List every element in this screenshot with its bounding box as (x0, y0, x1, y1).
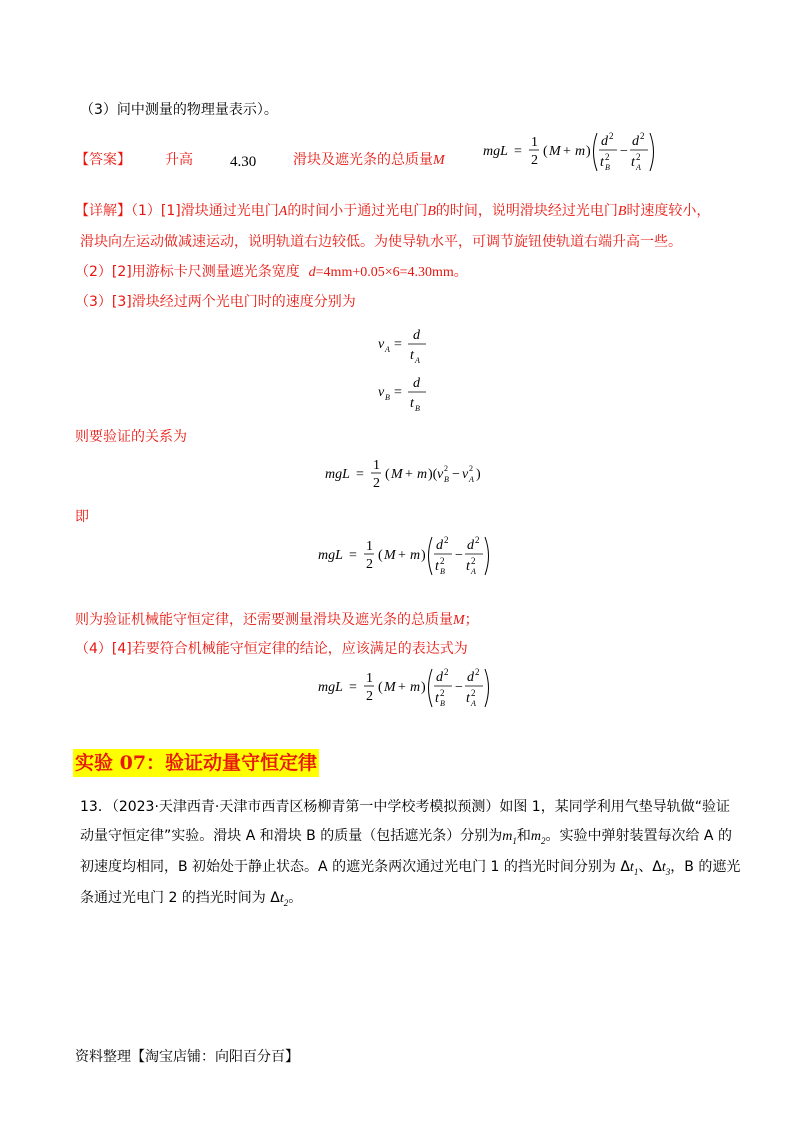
svg-text:): ) (421, 680, 426, 695)
svg-text:=: = (394, 337, 402, 352)
intro-line: （3）问中测量的物理量表示）。 (80, 102, 278, 118)
svg-text:m: m (410, 680, 421, 695)
svg-text:(: ( (378, 548, 383, 563)
svg-text:2: 2 (471, 556, 476, 566)
svg-text:A: A (469, 475, 474, 484)
svg-text:2: 2 (366, 689, 373, 704)
svg-text:=: = (394, 385, 402, 400)
answer-1: 升高 (165, 152, 193, 168)
footer-text: 资料整理【淘宝店铺：向阳百分百】 (75, 1049, 299, 1065)
answer-2: 4.30 (230, 154, 257, 170)
svg-text:A: A (385, 345, 390, 354)
svg-text:+: + (398, 680, 406, 695)
answer-formula (480, 128, 660, 176)
svg-text:2: 2 (373, 476, 380, 491)
svg-text:2: 2 (444, 667, 449, 677)
svg-text:(: ( (385, 467, 390, 482)
svg-text:mgL: mgL (325, 467, 350, 482)
detail-line-1: 【详解】（1）[1]滑块通过光电门A的时间小于通过光电门B的时间，说明滑块经过光电门B时速度较小， (75, 203, 711, 219)
svg-text:d: d (632, 134, 639, 149)
svg-text:+: + (405, 467, 413, 482)
svg-text:2: 2 (475, 667, 480, 677)
svg-text:(: ( (543, 144, 548, 159)
svg-text:t: t (466, 559, 470, 574)
svg-text:t: t (466, 691, 470, 706)
svg-text:v: v (378, 337, 385, 352)
answer-3: 滑块及遮光条的总质量M (293, 152, 445, 168)
svg-text:v: v (437, 467, 444, 482)
problem-13-line-3: 初速度均相同，B 初始处于静止状态。A 的遮光条两次通过光电门 1 的挡光时间分别为 $\Delta t_1$、$\Delta t_3$，B 的遮光 (80, 859, 741, 877)
svg-text:B: B (605, 163, 610, 172)
svg-text:mgL: mgL (318, 680, 343, 695)
svg-text:2: 2 (640, 131, 645, 141)
svg-text:): ) (586, 144, 591, 159)
svg-text:M: M (549, 144, 561, 159)
svg-text:B: B (440, 699, 445, 708)
svg-text:B: B (385, 393, 390, 402)
svg-text:B: B (415, 404, 420, 413)
svg-text:2: 2 (444, 535, 449, 545)
svg-text:M: M (384, 548, 396, 563)
svg-text:d: d (413, 328, 420, 343)
formula-energy-v (322, 452, 482, 496)
svg-text:): ) (476, 467, 481, 482)
svg-text:M: M (391, 467, 403, 482)
svg-text:+: + (563, 144, 571, 159)
svg-text:−: − (455, 680, 463, 695)
formula-energy-d-1 (315, 532, 495, 580)
svg-text:−: − (455, 548, 463, 563)
svg-text:2: 2 (366, 557, 373, 572)
svg-text:A: A (636, 163, 641, 172)
svg-text:1: 1 (373, 458, 380, 473)
svg-text:2: 2 (444, 464, 448, 473)
answer-row (75, 150, 131, 170)
svg-text:M: M (384, 680, 396, 695)
problem-13-line-4: 条通过光电门 2 的挡光时间为 $\Delta t_2$。 (80, 890, 303, 908)
detail-line-5: 则要验证的关系为 (75, 429, 187, 445)
svg-text:(: ( (378, 680, 383, 695)
svg-text:t: t (435, 691, 439, 706)
svg-text:B: B (440, 567, 445, 576)
svg-text:A: A (471, 567, 476, 576)
formula-vb (376, 372, 446, 414)
svg-text:2: 2 (636, 152, 641, 162)
svg-text:m: m (575, 144, 586, 159)
formula-va (376, 324, 446, 366)
svg-text:=: = (349, 680, 357, 695)
detail-line-4: （3）[3]滑块经过两个光电门时的速度分别为 (75, 294, 356, 310)
svg-text:1: 1 (366, 671, 373, 686)
svg-text:m: m (417, 467, 428, 482)
svg-text:d: d (467, 670, 474, 685)
detail-line-3: （2）[2]用游标卡尺测量遮光条宽度 d=4mm+0.05×6=4.30mm。 (75, 264, 468, 280)
svg-text:d: d (436, 670, 443, 685)
svg-text:2: 2 (440, 556, 445, 566)
svg-text:−: − (620, 144, 628, 159)
svg-text:=: = (514, 144, 522, 159)
svg-text:d: d (467, 538, 474, 553)
detail-line-2: 滑块向左运动做减速运动，说明轨道右边较低。为使导轨水平，可调节旋钮使轨道右端升高一些。 (80, 234, 682, 250)
svg-text:2: 2 (469, 464, 473, 473)
svg-text:2: 2 (609, 131, 614, 141)
svg-text:d: d (413, 376, 420, 391)
svg-text:v: v (378, 385, 385, 400)
detail-label: 【详解】 (75, 203, 131, 219)
svg-text:mgL: mgL (318, 548, 343, 563)
svg-text:A: A (471, 699, 476, 708)
svg-text:=: = (356, 467, 364, 482)
problem-13-line-2: 动量守恒定律”实验。滑块 A 和滑块 B 的质量（包括遮光条）分别为$m_1$和$m_2$。实验中弹射装置每次给 A 的 (80, 828, 732, 846)
svg-text:−: − (452, 467, 460, 482)
svg-text:1: 1 (531, 135, 538, 150)
svg-text:2: 2 (440, 688, 445, 698)
svg-text:d: d (601, 134, 608, 149)
svg-text:1: 1 (366, 539, 373, 554)
detail-line-6: 即 (75, 509, 89, 525)
svg-text:t: t (410, 396, 414, 411)
svg-text:2: 2 (475, 535, 480, 545)
svg-text:B: B (444, 475, 449, 484)
svg-text:d: d (436, 538, 443, 553)
section-title: 实验 07：验证动量守恒定律 (73, 749, 319, 777)
svg-text:m: m (410, 548, 421, 563)
detail-line-7: 则为验证机械能守恒定律，还需要测量滑块及遮光条的总质量M； (75, 612, 479, 628)
svg-text:t: t (631, 155, 635, 170)
detail-line-8: （4）[4]若要符合机械能守恒定律的结论，应该满足的表达式为 (75, 641, 468, 657)
svg-text:v: v (462, 467, 469, 482)
svg-text:A: A (415, 356, 420, 365)
svg-text:mgL: mgL (483, 144, 508, 159)
svg-text:2: 2 (471, 688, 476, 698)
svg-text:t: t (435, 559, 439, 574)
svg-text:t: t (600, 155, 604, 170)
formula-energy-d-2 (315, 664, 495, 712)
svg-text:)(: )( (428, 467, 438, 482)
svg-text:=: = (349, 548, 357, 563)
svg-text:+: + (398, 548, 406, 563)
answer-label: 【答案】 (75, 152, 131, 168)
svg-text:): ) (421, 548, 426, 563)
svg-text:2: 2 (531, 153, 538, 168)
svg-text:t: t (410, 348, 414, 363)
svg-text:2: 2 (605, 152, 610, 162)
problem-13-line-1: 13．（2023·天津西青·天津市西青区杨柳青第一中学校考模拟预测）如图 1，某同学利用气垫导轨做“验证 (80, 799, 730, 815)
